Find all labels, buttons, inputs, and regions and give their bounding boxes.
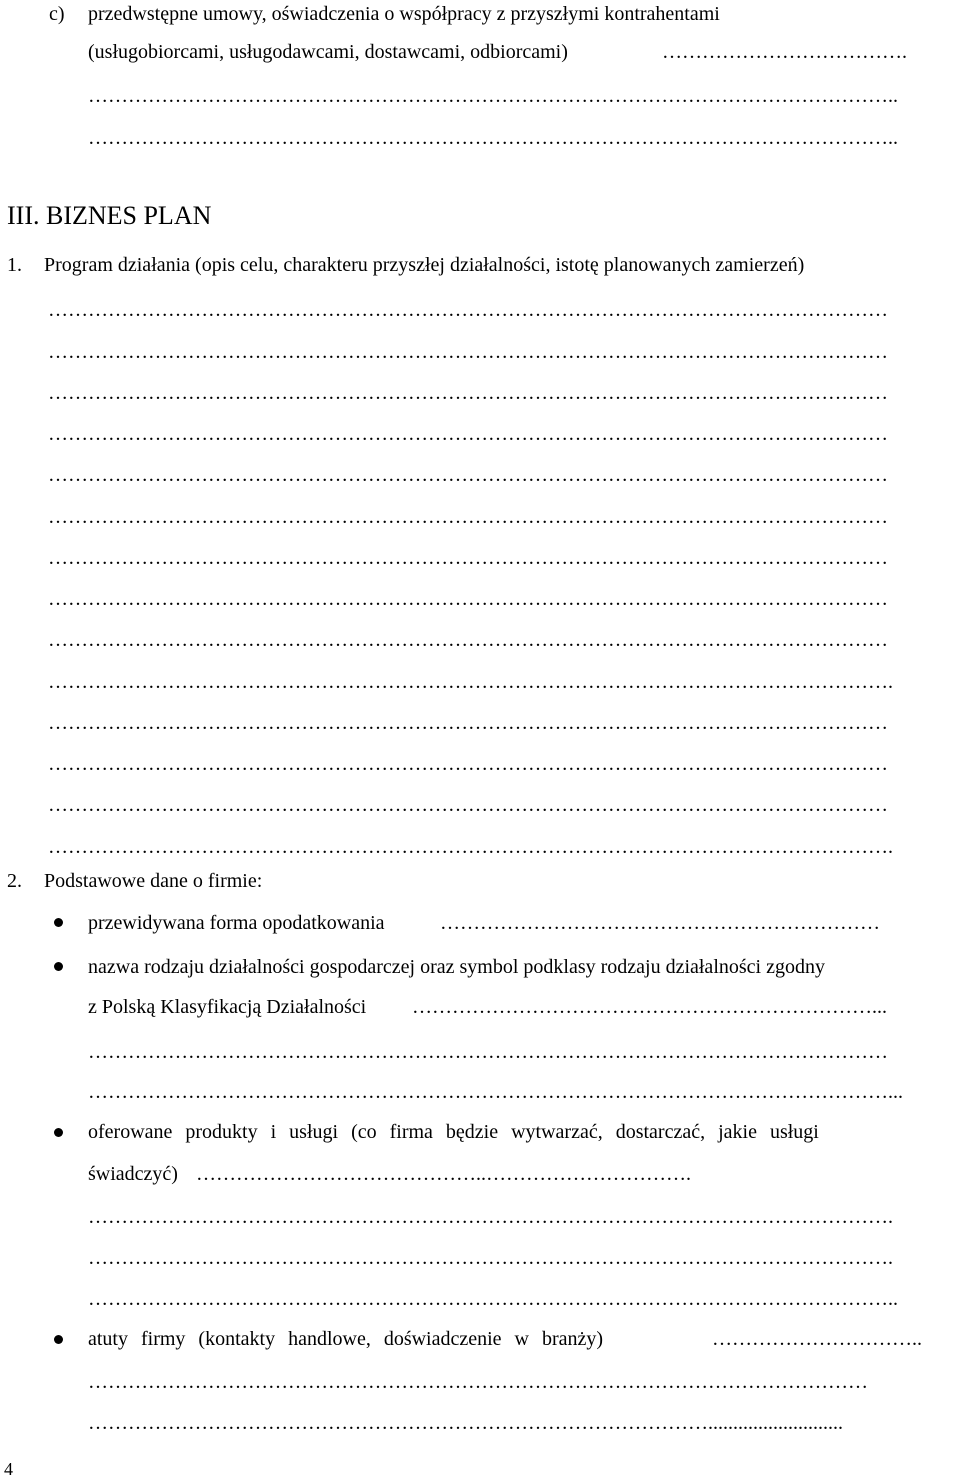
item-2-text: Podstawowe dane o firmie: <box>44 870 263 892</box>
dotted-fill: …………………………………………………………………………………………………………. <box>88 1247 893 1269</box>
dotted-fill: …………………………………………………………………………………........................... <box>88 1412 843 1434</box>
dotted-fill: ……………………………………………………………………………………………………………… <box>48 464 888 486</box>
bullet-icon <box>54 1128 63 1137</box>
bullet-icon <box>54 962 63 971</box>
dotted-fill: ………………………………………………………………………………………………………………. <box>48 671 893 693</box>
bullet-2-line-1: nazwa rodzaju działalności gospodarczej oraz symbol podklasy rodzaju działalności zgodny <box>88 956 825 978</box>
dotted-fill: …………………………………………………………………………………………………………. <box>88 1206 893 1228</box>
dotted-fill: …………………………………………………………………………………………………………... <box>88 1081 903 1103</box>
dotted-fill: ……………………………………………………………………………………………………………… <box>48 629 888 651</box>
dotted-fill: ………………………………. <box>662 41 907 63</box>
bullet-4-text: atuty firmy (kontakty handlowe, doświadczenie w branży) <box>88 1328 604 1350</box>
dotted-fill: ………………………………………………………………………………………………………….. <box>88 127 898 149</box>
list-marker-2: 2. <box>7 870 22 892</box>
bullet-icon <box>54 918 63 927</box>
dotted-fill: ………………………….. <box>712 1328 922 1350</box>
dotted-fill: ……………………………………..…………………………. <box>196 1163 691 1185</box>
dotted-fill: ……………………………………………………………………………………………………………… <box>48 712 888 734</box>
dotted-fill: ………………………………………………………………………………………………………….. <box>88 85 898 107</box>
dotted-fill: ……………………………………………………………………………………………………………… <box>48 382 888 404</box>
list-marker-1: 1. <box>7 254 22 276</box>
dotted-fill: ……………………………………………………………………………………………………………… <box>48 547 888 569</box>
dotted-fill: ………………………………………………………………………………………………………………. <box>48 836 893 858</box>
section-c-line-2: (usługobiorcami, usługodawcami, dostawcami, odbiorcami) <box>88 41 568 63</box>
page-number: 4 <box>4 1459 13 1479</box>
dotted-fill: ………………………………………………………… <box>440 912 880 934</box>
dotted-fill: ……………………………………………………………………………………………………………… <box>48 506 888 528</box>
bullet-2-line-2: z Polską Klasyfikacją Działalności <box>88 996 367 1018</box>
item-1-text: Program działania (opis celu, charakteru przyszłej działalności, istotę planowanych zamierzeń) <box>44 254 805 276</box>
dotted-fill: ………………………………………………………………………………………………………… <box>88 1041 888 1063</box>
bullet-icon <box>54 1335 63 1344</box>
bullet-3-line-2: świadczyć) <box>88 1163 178 1185</box>
dotted-fill: ……………………………………………………………... <box>412 996 887 1018</box>
dotted-fill: ………………………………………………………………………………………………………….. <box>88 1288 898 1310</box>
list-marker-c: c) <box>49 3 65 25</box>
dotted-fill: ……………………………………………………………………………………………………………… <box>48 299 888 321</box>
section-heading: III. BIZNES PLAN <box>7 201 212 230</box>
dotted-fill: ……………………………………………………………………………………………………………… <box>48 753 888 775</box>
bullet-1-text: przewidywana forma opodatkowania <box>88 912 385 934</box>
dotted-fill: ……………………………………………………………………………………………………………… <box>48 341 888 363</box>
dotted-fill: ……………………………………………………………………………………………………………… <box>48 423 888 445</box>
dotted-fill: ……………………………………………………………………………………………………… <box>88 1371 868 1393</box>
section-c-line-1: przedwstępne umowy, oświadczenia o współpracy z przyszłymi kontrahentami <box>88 3 720 25</box>
dotted-fill: ……………………………………………………………………………………………………………… <box>48 794 888 816</box>
dotted-fill: ……………………………………………………………………………………………………………… <box>48 588 888 610</box>
bullet-3-line-1: oferowane produkty i usługi (co firma będzie wytwarzać, dostarczać, jakie usługi <box>88 1121 819 1143</box>
